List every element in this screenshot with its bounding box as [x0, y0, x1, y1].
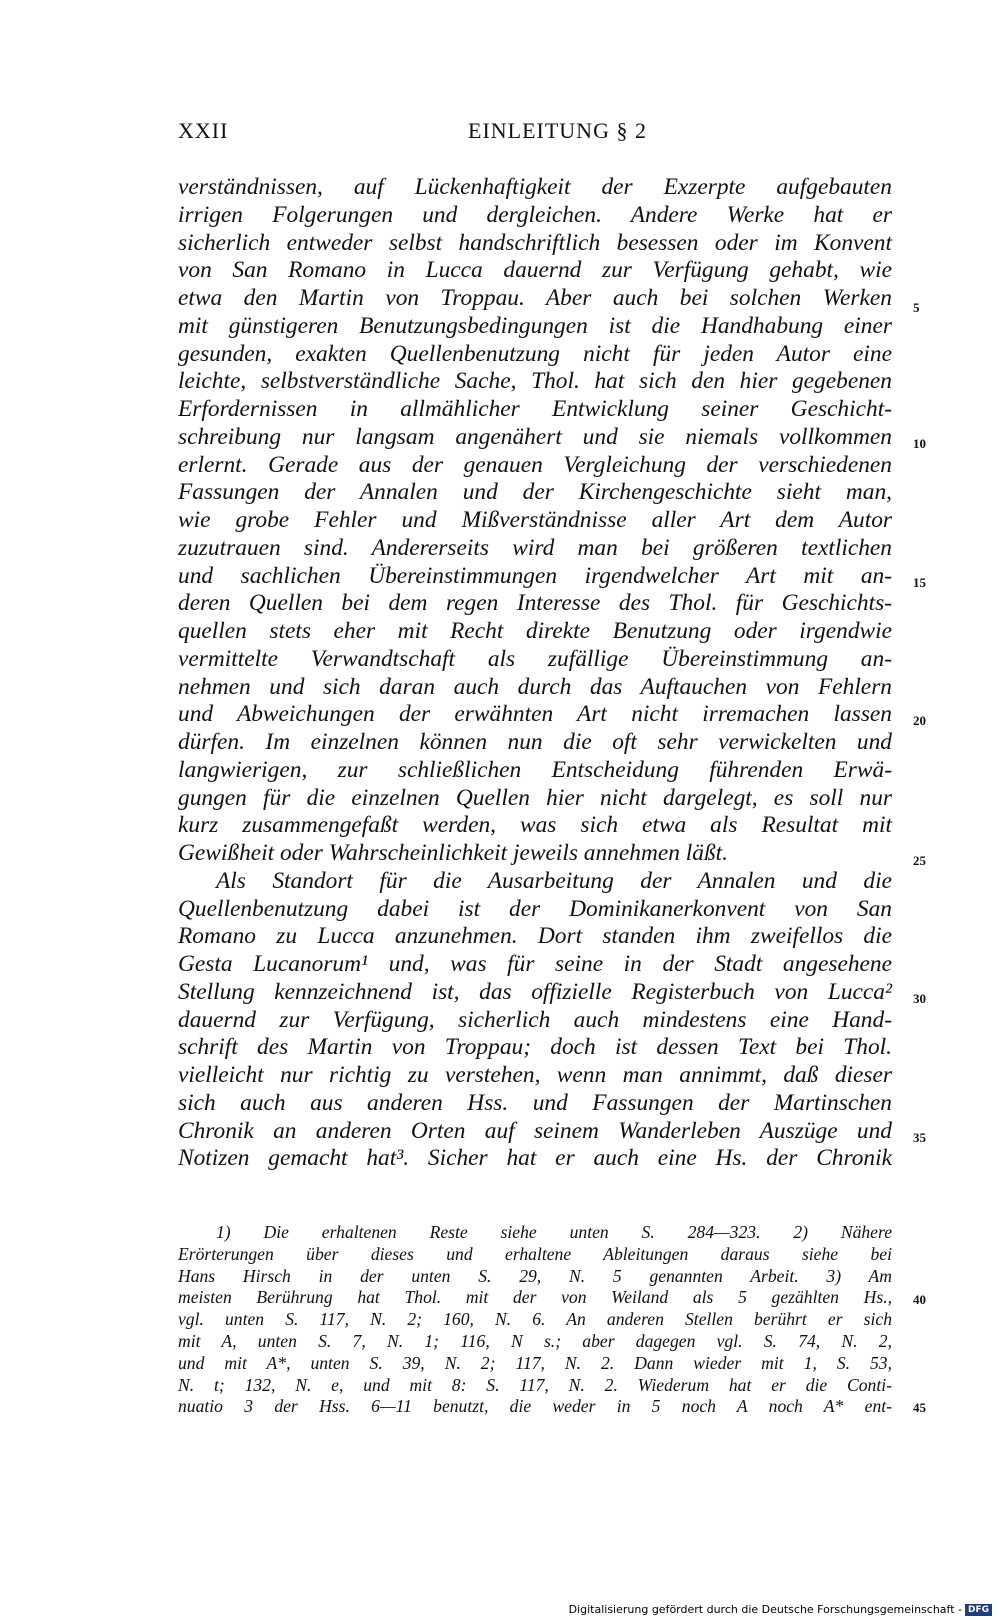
- text-line: Chronik an anderen Orten auf seinem Wanderleben Auszüge und: [178, 1117, 892, 1144]
- text-line: Erfordernissen in allmählicher Entwicklung seiner Geschicht-: [178, 396, 892, 422]
- line-number: 5: [913, 300, 920, 315]
- text-line: Quellenbenutzung dabei ist der Dominikanerkonvent von San: [178, 895, 892, 922]
- footnote-line: und mit A*, unten S. 39, N. 2; 117, N. 2. Dann wieder mit 1, S. 53,: [178, 1352, 892, 1373]
- text-line: wie grobe Fehler und Mißverständnisse aller Art dem Autor: [178, 507, 892, 533]
- footnotes: [178, 1222, 892, 1418]
- text-line: schrift des Martin von Troppau; doch ist dessen Text bei Thol.: [178, 1034, 892, 1061]
- footnote-line: vgl. unten S. 117, N. 2; 160, N. 6. An anderen Stellen berührt er sich: [178, 1309, 892, 1330]
- text-line: Stellung kennzeichnend ist, das offizielle Registerbuch von Lucca²: [178, 978, 892, 1005]
- text-line: schreibung nur langsam angenähert und sie niemals vollkommen: [178, 423, 892, 450]
- text-line: kurz zusammengefaßt werden, was sich etwa als Resultat mit: [178, 812, 892, 839]
- text-line: quellen stets eher mit Recht direkte Benutzung oder irgendwie: [178, 618, 892, 644]
- page-number: XXII: [178, 118, 229, 143]
- text-line: Notizen gemacht hat³. Sicher hat er auch eine Hs. der Chronik: [178, 1145, 892, 1172]
- text-line: dauernd zur Verfügung, sicherlich auch mindestens eine Hand-: [178, 1006, 892, 1033]
- footnote-line: mit A, unten S. 7, N. 1; 116, N s.; aber dagegen vgl. S. 74, N. 2,: [178, 1330, 892, 1351]
- text-line: zuzutrauen sind. Andererseits wird man bei größeren textlichen: [178, 534, 892, 561]
- text-line: Romano zu Lucca anzunehmen. Dort standen ihm zweifellos die: [178, 923, 892, 950]
- digitization-credit: [569, 1603, 992, 1616]
- line-number: 25: [913, 853, 926, 868]
- text-line-indent: Als Standort für die Ausarbeitung der Annalen und die: [216, 867, 892, 894]
- line-number: 30: [913, 991, 926, 1006]
- footnote-line: nuatio 3 der Hss. 6—11 benutzt, die weder in 5 noch A noch A* ent-: [178, 1396, 892, 1417]
- text-line: irrigen Folgerungen und dergleichen. Andere Werke hat er: [178, 201, 892, 228]
- text-line: gesunden, exakten Quellenbenutzung nicht für jeden Autor eine: [178, 340, 892, 367]
- text-line: von San Romano in Lucca dauernd zur Verfügung gehabt, wie: [178, 257, 892, 284]
- text-line: vermittelte Verwandtschaft als zufällige Übereinstimmung an-: [178, 645, 892, 672]
- footnote-line: N. t; 132, N. e, und mit 8: S. 117, N. 2. Wiederum hat er die Conti-: [178, 1374, 892, 1395]
- text-line: deren Quellen bei dem regen Interesse des Thol. für Geschichts-: [178, 590, 892, 617]
- text-line: und Abweichungen der erwähnten Art nicht irremachen lassen: [178, 701, 892, 728]
- footnote-line: meisten Berührung hat Thol. mit der von Weiland als 5 gezählten Hs.,: [178, 1287, 892, 1308]
- footnote-line: Erörterungen über dieses und erhaltene Ableitungen daraus siehe bei: [178, 1243, 892, 1264]
- footnote-line: Hans Hirsch in der unten S. 29, N. 5 genannten Arbeit. 3) Am: [178, 1265, 892, 1286]
- text-line: langwierigen, zur schließlichen Entscheidung führenden Erwä-: [178, 756, 892, 783]
- text-line: Gewißheit oder Wahrscheinlichkeit jeweils annehmen läßt.: [178, 840, 729, 866]
- footnote-line: 1) Die erhaltenen Reste siehe unten S. 284—323. 2) Nähere: [216, 1222, 892, 1242]
- text-line: nehmen und sich daran auch durch das Auftauchen von Fehlern: [178, 673, 892, 700]
- line-number: 35: [913, 1130, 926, 1145]
- text-line: gungen für die einzelnen Quellen hier nicht dargelegt, es soll nur: [178, 784, 892, 811]
- running-title: EINLEITUNG § 2: [468, 118, 647, 143]
- text-line: Gesta Lucanorum¹ und, was für seine in der Stadt angesehene: [178, 951, 892, 977]
- text-line: vielleicht nur richtig zu verstehen, wenn man annimmt, daß dieser: [178, 1062, 892, 1088]
- text-line: sicherlich entweder selbst handschriftlich besessen oder im Konvent: [178, 229, 892, 256]
- line-number: 20: [913, 713, 926, 728]
- credit-text: Digitalisierung gefördert durch die Deutsche Forschungsgemeinschaft -: [568, 1603, 962, 1616]
- text-line: und sachlichen Übereinstimmungen irgendwelcher Art mit an-: [178, 562, 892, 589]
- text-line: dürfen. Im einzelnen können nun die oft sehr verwickelten und: [178, 729, 892, 755]
- text-line: mit günstigeren Benutzungsbedingungen ist die Handhabung einer: [178, 312, 892, 339]
- text-line: leichte, selbstverständliche Sache, Thol. hat sich den hier gegebenen: [178, 368, 892, 395]
- dfg-logo: DFG: [965, 1604, 992, 1616]
- running-header: [178, 118, 906, 144]
- line-number: 10: [913, 436, 926, 451]
- text-line: erlernt. Gerade aus der genauen Vergleichung der verschiedenen: [178, 451, 892, 478]
- main-text: [178, 174, 892, 1173]
- text-line: sich auch aus anderen Hss. und Fassungen der Martinschen: [178, 1089, 892, 1116]
- text-line: verständnissen, auf Lückenhaftigkeit der Exzerpte aufgebauten: [178, 174, 892, 200]
- line-number: 40: [913, 1292, 926, 1307]
- line-number: 45: [913, 1400, 926, 1415]
- text-line: Fassungen der Annalen und der Kirchengeschichte sieht man,: [178, 479, 892, 506]
- line-number: 15: [913, 575, 926, 590]
- text-line: etwa den Martin von Troppau. Aber auch bei solchen Werken: [178, 285, 892, 311]
